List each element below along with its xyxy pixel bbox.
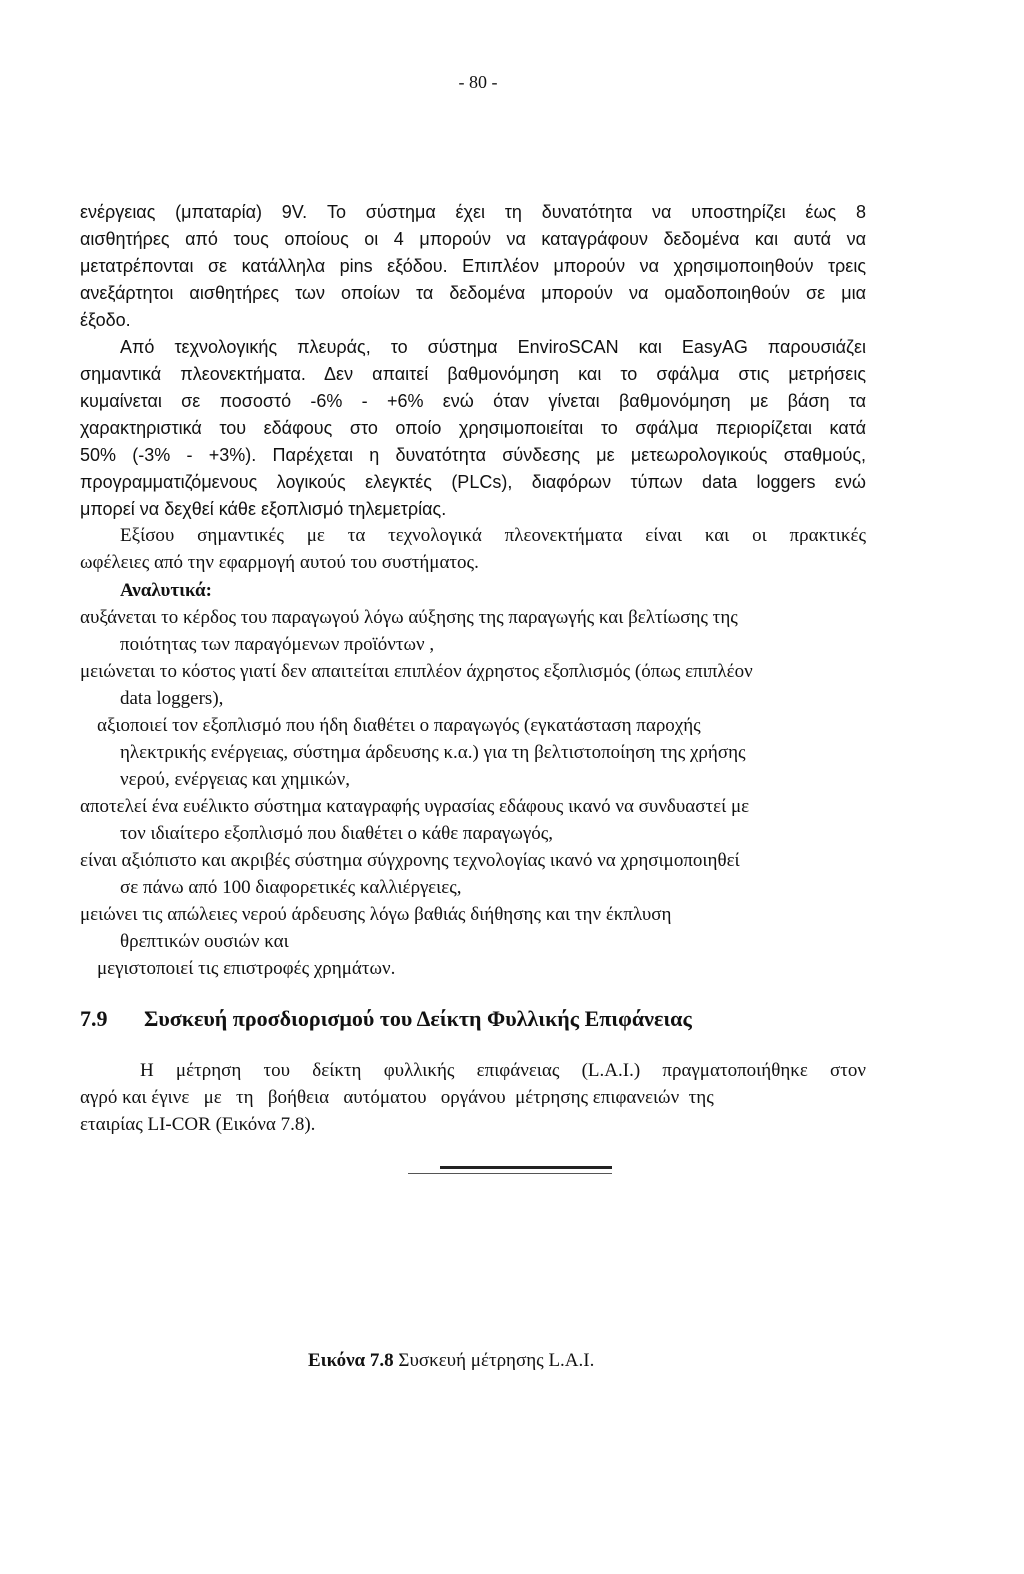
- list-item: θρεπτικών ουσιών και: [120, 931, 289, 952]
- list-item: μειώνεται το κόστος γιατί δεν απαιτείται επιπλέον άχρηστος εξοπλισμός (όπως επιπλέον: [80, 661, 753, 682]
- list-item: αυξάνεται το κέρδος του παραγωγού λόγω αύξησης της παραγωγής και βελτίωσης της: [80, 607, 738, 628]
- list-item: data loggers),: [120, 688, 224, 709]
- paragraph-line: εταιρίας LI-COR (Εικόνα 7.8).: [80, 1114, 316, 1135]
- page-number: - 80 -: [458, 72, 498, 92]
- figure-caption: [308, 1350, 594, 1372]
- paragraph-line: Η μέτρηση του δείκτη φυλλικής επιφάνειας (L.A.I.) πραγματοποιήθηκε στον: [140, 1060, 866, 1081]
- figure-rule: [408, 1173, 612, 1174]
- paragraph-line: Εξίσου σημαντικές με τα τεχνολογικά πλεονεκτήματα είναι και οι πρακτικές: [120, 525, 866, 546]
- section-heading: [80, 1006, 692, 1032]
- list-item: νερού, ενέργειας και χημικών,: [120, 769, 351, 790]
- paragraph-line: χαρακτηριστικά του εδάφους στο οποίο χρησιμοποιείται το σφάλμα περιορίζεται κατά: [80, 418, 866, 438]
- section-title: Συσκευή προσδιορισμού του Δείκτη Φυλλικής Επιφάνειας: [144, 1006, 692, 1031]
- paragraph-line: σημαντικά πλεονεκτήματα. Δεν απαιτεί βαθμονόμηση και το σφάλμα στις μετρήσεις: [80, 364, 866, 384]
- list-item: μειώνει τις απώλειες νερού άρδευσης λόγω βαθιάς διήθησης και την έκπλυση: [80, 904, 672, 925]
- figure-rule: [440, 1166, 612, 1169]
- paragraph-line: ενέργειας (μπαταρία) 9V. Το σύστημα έχει τη δυνατότητα να υποστηρίζει έως 8: [80, 202, 866, 222]
- paragraph-line: 50% (-3% - +3%). Παρέχεται η δυνατότητα σύνδεσης με μετεωρολογικούς σταθμούς,: [80, 445, 866, 465]
- paragraph-line: ωφέλειες από την εφαρμογή αυτού του συστήματος.: [80, 552, 479, 573]
- list-item: αποτελεί ένα ευέλικτο σύστημα καταγραφής υγρασίας εδάφους ικανό να συνδυαστεί με: [80, 796, 750, 817]
- section-number: 7.9: [80, 1006, 108, 1031]
- paragraph-line: μπορεί να δεχθεί κάθε εξοπλισμό τηλεμετρίας.: [80, 499, 447, 519]
- list-item: ποιότητας των παραγόμενων προϊόντων ,: [120, 634, 435, 655]
- paragraph-line: ανεξάρτητοι αισθητήρες των οποίων τα δεδομένα μπορούν να ομαδοποιηθούν σε μια: [80, 283, 866, 303]
- figure-caption-text: Συσκευή μέτρησης L.A.I.: [393, 1350, 595, 1371]
- list-item: ηλεκτρικής ενέργειας, σύστημα άρδευσης κ.α.) για τη βελτιστοποίηση της χρήσης: [120, 742, 746, 763]
- list-item: αξιοποιεί τον εξοπλισμό που ήδη διαθέτει ο παραγωγός (εγκατάσταση παροχής: [97, 715, 701, 736]
- benefits-title: Αναλυτικά:: [120, 580, 212, 601]
- paragraph-line: Από τεχνολογικής πλευράς, το σύστημα EnviroSCAN και EasyAG παρουσιάζει: [120, 337, 866, 357]
- list-item: τον ιδιαίτερο εξοπλισμό που διαθέτει ο κάθε παραγωγός,: [120, 823, 553, 844]
- paragraph-line: προγραμματιζόμενους λογικούς ελεγκτές (PLCs), διαφόρων τύπων data loggers ενώ: [80, 472, 866, 492]
- list-item: είναι αξιόπιστο και ακριβές σύστημα σύγχρονης τεχνολογίας ικανό να χρησιμοποιηθεί: [80, 850, 740, 871]
- paragraph-line: κυμαίνεται σε ποσοστό -6% - +6% ενώ όταν γίνεται βαθμονόμηση με βάση τα: [80, 391, 866, 411]
- figure-caption-label: Εικόνα 7.8: [308, 1350, 394, 1371]
- list-item: σε πάνω από 100 διαφορετικές καλλιέργειες,: [120, 877, 462, 898]
- paragraph-line: αγρό και έγινε με τη βοήθεια αυτόματου οργάνου μέτρησης επιφανειών της: [80, 1087, 714, 1108]
- paragraph-line: μετατρέπονται σε κατάλληλα pins εξόδου. Επιπλέον μπορούν να χρησιμοποιηθούν τρεις: [80, 256, 866, 276]
- paragraph-line: αισθητήρες από τους οποίους οι 4 μπορούν να καταγράφουν δεδομένα και αυτά να: [80, 229, 866, 249]
- paragraph-line: έξοδο.: [80, 310, 131, 330]
- list-item: μεγιστοποιεί τις επιστροφές χρημάτων.: [97, 958, 396, 979]
